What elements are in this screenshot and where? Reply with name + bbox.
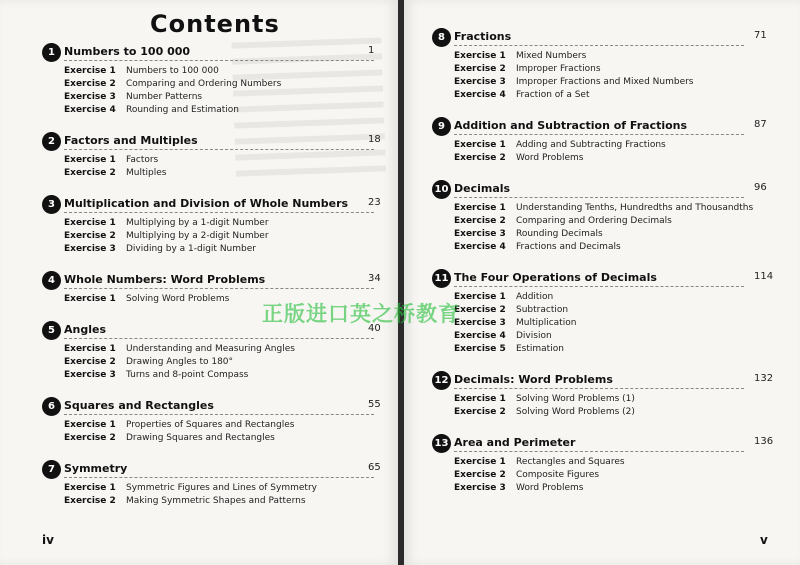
exercise-label: Exercise 2 — [64, 496, 116, 506]
watermark: 正版进口英之桥教育 — [262, 302, 460, 326]
exercise-row — [432, 51, 784, 64]
exercise-label: Exercise 3 — [454, 483, 506, 493]
exercise-name: Numbers to 100 000 — [126, 66, 219, 76]
chapter-title: Addition and Subtraction of Fractions — [454, 119, 688, 132]
exercise-label: Exercise 1 — [64, 218, 116, 228]
exercise-row — [42, 483, 398, 496]
chapter-title: Area and Perimeter — [454, 436, 576, 449]
chapter-rule — [64, 338, 374, 339]
exercise-label: Exercise 1 — [454, 457, 506, 467]
chapter-heading — [42, 397, 398, 417]
exercise-row — [432, 483, 784, 496]
chapter-page-number: 65 — [368, 462, 381, 473]
exercise-name: Rounding and Estimation — [126, 105, 239, 115]
exercise-name: Improper Fractions and Mixed Numbers — [516, 77, 694, 87]
chapter-heading — [432, 28, 784, 48]
exercise-row — [432, 140, 784, 153]
exercise-name: Multiplying by a 1-digit Number — [126, 218, 269, 228]
chapter-9 — [432, 117, 784, 166]
exercise-row — [42, 155, 398, 168]
exercise-name: Number Patterns — [126, 92, 203, 102]
exercise-label: Exercise 4 — [454, 242, 506, 252]
exercise-row — [42, 244, 398, 257]
exercise-name: Making Symmetric Shapes and Patterns — [126, 496, 306, 506]
exercise-label: Exercise 1 — [454, 140, 506, 150]
chapter-12 — [432, 371, 784, 420]
exercise-label: Exercise 3 — [454, 77, 506, 87]
exercise-label: Exercise 2 — [64, 79, 116, 89]
chapter-number-badge: 9 — [432, 117, 451, 136]
page-title: Contents — [150, 10, 280, 38]
chapter-3 — [42, 195, 398, 257]
exercise-row — [42, 433, 398, 446]
exercise-name: Turns and 8-point Compass — [126, 370, 249, 380]
exercise-label: Exercise 1 — [454, 394, 506, 404]
exercise-row — [432, 90, 784, 103]
exercise-row — [42, 231, 398, 244]
chapter-2 — [42, 132, 398, 181]
exercise-label: Exercise 2 — [454, 305, 506, 315]
exercise-name: Rounding Decimals — [516, 229, 603, 239]
exercise-label: Exercise 1 — [454, 51, 506, 61]
chapter-heading — [432, 117, 784, 137]
chapter-number-badge: 1 — [42, 43, 61, 62]
chapter-number-badge: 2 — [42, 132, 61, 151]
chapter-heading — [432, 371, 784, 391]
chapter-number-badge: 11 — [432, 269, 451, 288]
page-number-left: iv — [42, 533, 54, 547]
chapter-rule — [64, 288, 374, 289]
chapter-number-badge: 7 — [42, 460, 61, 479]
exercise-row — [432, 394, 784, 407]
chapter-rule — [454, 286, 744, 287]
exercise-label: Exercise 2 — [64, 231, 116, 241]
chapter-page-number: 1 — [368, 45, 375, 56]
exercise-name: Subtraction — [516, 305, 569, 315]
exercise-name: Fraction of a Set — [516, 90, 590, 100]
exercise-row — [432, 331, 784, 344]
exercise-row — [42, 168, 398, 181]
exercise-name: Drawing Angles to 180° — [126, 357, 234, 367]
chapter-11 — [432, 269, 784, 357]
exercise-row — [42, 105, 398, 118]
exercise-name: Multiplication — [516, 318, 577, 328]
chapter-rule — [64, 60, 374, 61]
exercise-name: Properties of Squares and Rectangles — [126, 420, 295, 430]
exercise-row — [432, 77, 784, 90]
chapter-heading — [42, 271, 398, 291]
exercise-row — [432, 292, 784, 305]
exercise-row — [42, 496, 398, 509]
exercise-row — [432, 305, 784, 318]
exercise-label: Exercise 2 — [64, 357, 116, 367]
chapter-number-badge: 6 — [42, 397, 61, 416]
exercise-name: Understanding Tenths, Hundredths and Thousandths — [516, 203, 754, 213]
chapter-heading — [42, 132, 398, 152]
left-page — [0, 0, 398, 565]
exercise-row — [432, 64, 784, 77]
chapter-heading — [432, 269, 784, 289]
exercise-name: Estimation — [516, 344, 564, 354]
exercise-row — [42, 218, 398, 231]
chapter-5 — [42, 321, 398, 383]
exercise-name: Drawing Squares and Rectangles — [126, 433, 275, 443]
exercise-label: Exercise 1 — [64, 344, 116, 354]
chapter-rule — [454, 388, 744, 389]
exercise-label: Exercise 4 — [64, 105, 116, 115]
exercise-name: Addition — [516, 292, 554, 302]
chapter-7 — [42, 460, 398, 509]
chapter-title: Squares and Rectangles — [64, 399, 214, 412]
chapter-rule — [64, 477, 374, 478]
chapter-rule — [454, 45, 744, 46]
exercise-label: Exercise 3 — [64, 244, 116, 254]
right-page — [404, 0, 800, 565]
chapter-page-number: 132 — [754, 373, 774, 384]
exercise-name: Word Problems — [516, 483, 584, 493]
exercise-label: Exercise 2 — [64, 433, 116, 443]
exercise-row — [432, 457, 784, 470]
chapter-page-number: 87 — [754, 119, 767, 130]
exercise-name: Division — [516, 331, 552, 341]
exercise-name: Comparing and Ordering Decimals — [516, 216, 672, 226]
chapter-heading — [432, 180, 784, 200]
chapter-title: Symmetry — [64, 462, 128, 475]
exercise-name: Rectangles and Squares — [516, 457, 625, 467]
exercise-label: Exercise 1 — [64, 420, 116, 430]
chapter-number-badge: 8 — [432, 28, 451, 47]
exercise-row — [432, 344, 784, 357]
exercise-row — [42, 92, 398, 105]
chapter-title: Decimals: Word Problems — [454, 373, 613, 386]
chapter-title: Decimals — [454, 182, 511, 195]
exercise-row — [432, 216, 784, 229]
exercise-label: Exercise 3 — [454, 318, 506, 328]
exercise-label: Exercise 3 — [454, 229, 506, 239]
exercise-name: Solving Word Problems (1) — [516, 394, 635, 404]
exercise-name: Adding and Subtracting Fractions — [516, 140, 666, 150]
chapter-title: Whole Numbers: Word Problems — [64, 273, 266, 286]
exercise-row — [432, 318, 784, 331]
exercise-name: Improper Fractions — [516, 64, 601, 74]
exercise-name: Composite Figures — [516, 470, 600, 480]
exercise-label: Exercise 3 — [64, 370, 116, 380]
chapter-number-badge: 10 — [432, 180, 451, 199]
exercise-label: Exercise 1 — [454, 292, 506, 302]
exercise-row — [432, 242, 784, 255]
exercise-name: Understanding and Measuring Angles — [126, 344, 295, 354]
exercise-label: Exercise 2 — [454, 153, 506, 163]
chapter-rule — [64, 414, 374, 415]
chapter-heading — [42, 43, 398, 63]
chapter-page-number: 114 — [754, 271, 774, 282]
chapter-1 — [42, 43, 398, 118]
exercise-label: Exercise 2 — [454, 216, 506, 226]
chapter-number-badge: 5 — [42, 321, 61, 340]
exercise-row — [42, 344, 398, 357]
exercise-name: Symmetric Figures and Lines of Symmetry — [126, 483, 317, 493]
chapter-page-number: 55 — [368, 399, 381, 410]
exercise-name: Multiples — [126, 168, 167, 178]
chapter-rule — [454, 134, 744, 135]
exercise-row — [432, 407, 784, 420]
exercise-label: Exercise 1 — [64, 155, 116, 165]
chapter-heading — [42, 460, 398, 480]
chapter-heading — [432, 434, 784, 454]
exercise-label: Exercise 2 — [454, 470, 506, 480]
chapter-rule — [454, 197, 744, 198]
exercise-name: Solving Word Problems (2) — [516, 407, 635, 417]
chapter-page-number: 34 — [368, 273, 381, 284]
exercise-name: Mixed Numbers — [516, 51, 587, 61]
exercise-name: Dividing by a 1-digit Number — [126, 244, 256, 254]
exercise-name: Fractions and Decimals — [516, 242, 621, 252]
exercise-label: Exercise 5 — [454, 344, 506, 354]
exercise-label: Exercise 1 — [454, 203, 506, 213]
exercise-label: Exercise 2 — [64, 168, 116, 178]
chapter-rule — [64, 149, 374, 150]
exercise-label: Exercise 1 — [64, 483, 116, 493]
chapter-title: Multiplication and Division of Whole Numbers — [64, 197, 349, 210]
chapter-number-badge: 4 — [42, 271, 61, 290]
exercise-row — [432, 470, 784, 483]
exercise-row — [42, 420, 398, 433]
exercise-label: Exercise 4 — [454, 331, 506, 341]
exercise-row — [432, 153, 784, 166]
exercise-label: Exercise 1 — [64, 294, 116, 304]
chapter-title: The Four Operations of Decimals — [454, 271, 657, 284]
exercise-label: Exercise 2 — [454, 407, 506, 417]
exercise-row — [42, 66, 398, 79]
chapter-title: Factors and Multiples — [64, 134, 198, 147]
chapter-page-number: 40 — [368, 323, 381, 334]
exercise-name: Comparing and Ordering Numbers — [126, 79, 282, 89]
exercise-row — [432, 229, 784, 242]
chapter-page-number: 23 — [368, 197, 381, 208]
exercise-name: Word Problems — [516, 153, 584, 163]
exercise-label: Exercise 3 — [64, 92, 116, 102]
exercise-label: Exercise 1 — [64, 66, 116, 76]
chapter-10 — [432, 180, 784, 255]
chapter-rule — [454, 451, 744, 452]
chapter-heading — [42, 195, 398, 215]
exercise-row — [432, 203, 784, 216]
chapter-page-number: 136 — [754, 436, 774, 447]
chapter-page-number: 96 — [754, 182, 767, 193]
exercise-name: Factors — [126, 155, 159, 165]
chapter-rule — [64, 212, 374, 213]
exercise-name: Multiplying by a 2-digit Number — [126, 231, 269, 241]
chapter-6 — [42, 397, 398, 446]
exercise-row — [42, 357, 398, 370]
chapter-13 — [432, 434, 784, 496]
chapter-number-badge: 12 — [432, 371, 451, 390]
chapter-title: Angles — [64, 323, 106, 336]
page-number-right: v — [760, 533, 768, 547]
chapter-number-badge: 3 — [42, 195, 61, 214]
exercise-row — [42, 79, 398, 92]
chapter-page-number: 71 — [754, 30, 767, 41]
chapter-8 — [432, 28, 784, 103]
chapter-title: Fractions — [454, 30, 512, 43]
exercise-name: Solving Word Problems — [126, 294, 230, 304]
exercise-row — [42, 370, 398, 383]
chapter-page-number: 18 — [368, 134, 381, 145]
exercise-label: Exercise 4 — [454, 90, 506, 100]
exercise-label: Exercise 2 — [454, 64, 506, 74]
chapter-number-badge: 13 — [432, 434, 451, 453]
chapter-title: Numbers to 100 000 — [64, 45, 191, 58]
